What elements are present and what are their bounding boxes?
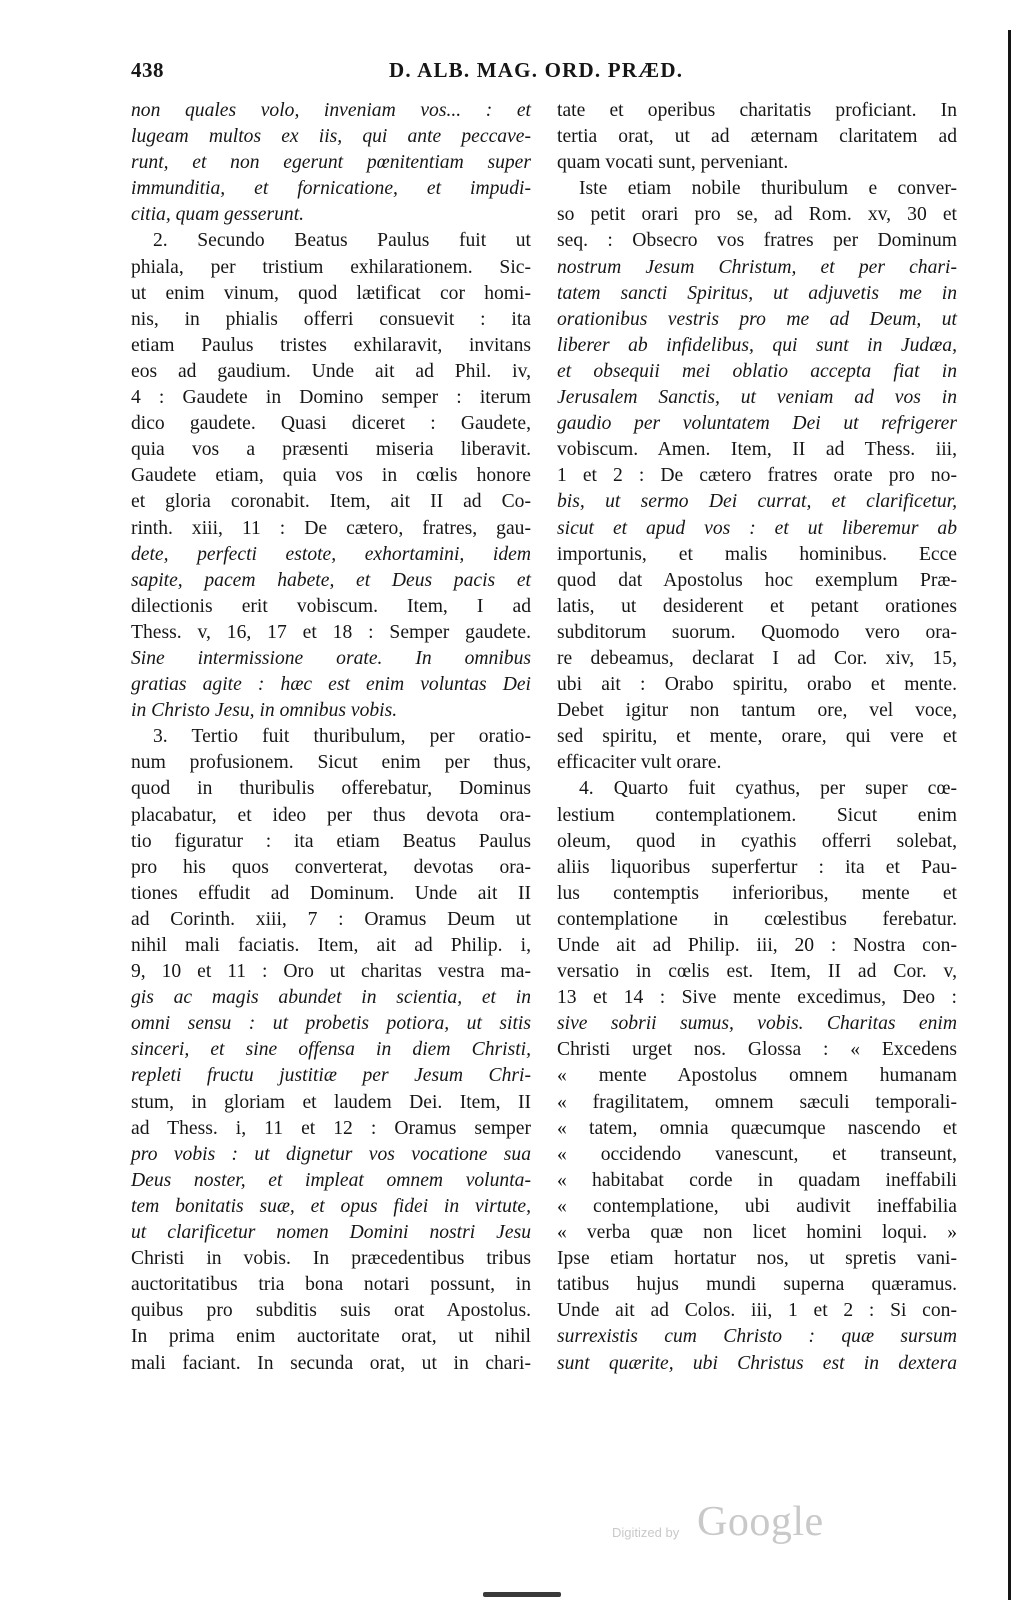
text-line: sive sobrii sumus, vobis. Charitas enim xyxy=(557,1013,957,1035)
text-line: latis, ut desiderent et petant orationes xyxy=(557,595,957,617)
text-line: immunditia, et fornicatione, et impudi- xyxy=(131,178,531,200)
text-line: eos ad gaudium. Unde ait ad Phil. iv, xyxy=(131,360,531,382)
text-line: non quales volo, inveniam vos... : et xyxy=(131,100,531,121)
text-line: so petit orari pro se, ad Rom. xv, 30 et xyxy=(557,204,957,226)
text-line: Christi in vobis. In præcedentibus tribus xyxy=(131,1248,531,1270)
text-line: bis, ut sermo Dei currat, et clarificetur, xyxy=(557,491,957,513)
text-line: lugeam multos ex iis, qui ante peccave- xyxy=(131,126,531,148)
text-line: lestium contemplationem. Sicut enim xyxy=(557,804,957,826)
text-line: « fragilitatem, omnem sæculi temporali- xyxy=(557,1091,957,1113)
text-line: num profusionem. Sicut enim per thus, xyxy=(131,752,531,774)
text-line: 4 : Gaudete in Domino semper : iterum xyxy=(131,387,531,409)
text-line: « habitabat corde in quadam ineffabili xyxy=(557,1169,957,1191)
text-line: pro vobis : ut dignetur vos vocatione sua xyxy=(131,1143,531,1165)
text-line: Christi urget nos. Glossa : « Excedens xyxy=(557,1039,957,1061)
text-line: pro his quos converterat, devotas ora- xyxy=(131,856,531,878)
page-header xyxy=(131,58,959,92)
text-line: dete, perfecti estote, exhortamini, idem xyxy=(131,543,531,565)
text-line: Jerusalem Sanctis, ut veniam ad vos in xyxy=(557,387,957,409)
text-line: aliis liquoribus superfertur : ita et Pau- xyxy=(557,856,957,878)
text-line: ut enim vinum, quod lætificat cor homi- xyxy=(131,282,531,304)
text-line: 3. Tertio fuit thuribulum, per oratio- xyxy=(153,726,531,748)
text-line: quam vocati sunt, perveniant. xyxy=(557,152,789,174)
text-line: contemplatione in cœlestibus ferebatur. xyxy=(557,908,957,930)
text-line: tatibus hujus mundi superna quæramus. xyxy=(557,1274,957,1296)
text-line: sunt quærite, ubi Christus est in dextera xyxy=(557,1352,957,1374)
text-line: dilectionis erit vobiscum. Item, I ad xyxy=(131,595,531,617)
google-logo: Google xyxy=(697,1499,824,1545)
text-line: surrexistis cum Christo : quæ sursum xyxy=(557,1326,957,1348)
watermark-prefix: Digitized by xyxy=(612,1525,680,1540)
digitized-watermark xyxy=(612,1498,842,1548)
text-line: seq. : Obsecro vos fratres per Dominum xyxy=(557,230,957,252)
text-line: dico gaudete. Quasi diceret : Gaudete, xyxy=(131,413,531,435)
text-line: Ipse etiam hortatur nos, ut spretis vani- xyxy=(557,1248,957,1270)
text-line: et obsequii mei oblatio accepta fiat in xyxy=(557,360,957,382)
text-line: versatio in cœlis est. Item, II ad Cor. v, xyxy=(557,961,957,983)
text-line: tiones effudit ad Dominum. Unde ait II xyxy=(131,882,531,904)
text-line: stum, in gloriam et laudem Dei. Item, II xyxy=(131,1091,531,1113)
text-line: sapite, pacem habete, et Deus pacis et xyxy=(131,569,531,591)
text-line: nis, in phialis offerri consuevit : ita xyxy=(131,308,531,330)
text-line: « verba quæ non licet homini loqui. » xyxy=(557,1222,957,1244)
text-line: 2. Secundo Beatus Paulus fuit ut xyxy=(153,230,531,252)
text-line: nihil mali faciatis. Item, ait ad Philip. i, xyxy=(131,935,531,956)
text-line: 1 et 2 : De cætero fratres orate pro no- xyxy=(557,465,957,487)
text-line: mali faciant. In secunda orat, ut in chari- xyxy=(131,1352,531,1374)
text-line: omni sensu : ut probetis potiora, ut sitis xyxy=(131,1013,531,1035)
text-line: re debeamus, declarat I ad Cor. xiv, 15, xyxy=(557,647,957,669)
text-line: etiam Paulus tristes exhilaravit, invitans xyxy=(131,334,531,356)
text-line: In prima enim auctoritate orat, ut nihil xyxy=(131,1326,531,1348)
text-line: liberer ab infidelibus, qui sunt in Judæa, xyxy=(557,334,957,356)
text-line: Iste etiam nobile thuribulum e conver- xyxy=(579,178,957,200)
text-line: orationibus vestris pro me ad Deum, ut xyxy=(557,308,957,330)
text-line: gaudio per voluntatem Dei ut refrigerer xyxy=(557,413,957,435)
text-line: phiala, per tristium exhilarationem. Sic- xyxy=(131,256,531,278)
text-line: placabatur, et ideo per thus devota ora- xyxy=(131,804,531,826)
text-line: in Christo Jesu, in omnibus vobis. xyxy=(131,700,398,722)
text-line: 9, 10 et 11 : Oro ut charitas vestra ma- xyxy=(131,961,531,983)
text-line: tatem sancti Spiritus, ut adjuvetis me in xyxy=(557,282,957,304)
text-line: sed spiritu, et mente, orare, qui vere et xyxy=(557,726,957,748)
scan-mark xyxy=(483,1592,561,1597)
text-line: « occidendo vanescunt, et transeunt, xyxy=(557,1143,957,1165)
text-line: tio figuratur : ita etiam Beatus Paulus xyxy=(131,830,531,852)
running-title: D. ALB. MAG. ORD. PRÆD. xyxy=(389,58,684,82)
text-line: importunis, et malis hominibus. Ecce xyxy=(557,543,957,565)
text-line: tem bonitatis suæ, et opus fidei in virtute, xyxy=(131,1195,531,1217)
text-line: quia vos a præsenti miseria liberavit. xyxy=(131,439,531,461)
text-line: ubi ait : Orabo spiritu, orabo et mente. xyxy=(557,674,957,696)
text-line: 4. Quarto fuit cyathus, per super cœ- xyxy=(579,778,957,800)
text-line: quibus pro subditis suis orat Apostolus. xyxy=(131,1300,531,1322)
text-line: Unde ait ad Colos. iii, 1 et 2 : Si con- xyxy=(557,1300,957,1322)
text-line: nostrum Jesum Christum, et per chari- xyxy=(557,256,957,278)
text-line: Unde ait ad Philip. iii, 20 : Nostra con- xyxy=(557,935,957,956)
text-line: oleum, quod in cyathis offerri solebat, xyxy=(557,830,957,852)
left-column xyxy=(131,98,531,1377)
text-line: gis ac magis abundet in scientia, et in xyxy=(131,987,531,1009)
text-line: lus contemptis inferioribus, mente et xyxy=(557,882,957,904)
text-line: vobiscum. Amen. Item, II ad Thess. iii, xyxy=(557,439,957,461)
text-line: « mente Apostolus omnem humanam xyxy=(557,1065,957,1087)
text-line: tertia orat, ut ad æternam claritatem ad xyxy=(557,126,957,148)
text-line: Deus noster, et impleat omnem volunta- xyxy=(131,1169,531,1191)
right-column xyxy=(557,98,957,1377)
text-line: sinceri, et sine offensa in diem Christi, xyxy=(131,1039,531,1061)
text-line: et gloria coronabit. Item, ait II ad Co- xyxy=(131,491,531,513)
text-line: auctoritatibus tria bona notari possunt, in xyxy=(131,1274,531,1296)
text-line: quod in thuribulis offerebatur, Dominus xyxy=(131,778,531,800)
text-line: Gaudete etiam, quia vos in cœlis honore xyxy=(131,465,531,487)
text-line: sicut et apud vos : et ut liberemur ab xyxy=(557,517,957,539)
text-line: gratias agite : hæc est enim voluntas Dei xyxy=(131,674,531,696)
page-number: 438 xyxy=(131,58,164,82)
text-line: rinth. xiii, 11 : De cætero, fratres, gau- xyxy=(131,517,531,539)
text-line: runt, et non egerunt pœnitentiam super xyxy=(131,152,531,174)
text-line: Thess. v, 16, 17 et 18 : Semper gaudete. xyxy=(131,621,531,643)
text-line: quod dat Apostolus hoc exemplum Præ- xyxy=(557,569,957,591)
text-line: ut clarificetur nomen Domini nostri Jesu xyxy=(131,1222,531,1244)
text-line: efficaciter vult orare. xyxy=(557,752,722,774)
text-line: 13 et 14 : Sive mente excedimus, Deo : xyxy=(557,987,957,1009)
text-line: Sine intermissione orate. In omnibus xyxy=(131,647,531,669)
text-line: citia, quam gesserunt. xyxy=(131,204,305,226)
scan-edge-rule xyxy=(1008,30,1011,1600)
text-line: repleti fructu justitiæ per Jesum Chri- xyxy=(131,1065,531,1087)
text-line: « tatem, omnia quæcumque nascendo et xyxy=(557,1117,957,1139)
text-line: « contemplatione, ubi audivit ineffabilia xyxy=(557,1195,957,1217)
text-line: subditorum suorum. Quomodo vero ora- xyxy=(557,621,957,643)
text-line: tate et operibus charitatis proficiant. In xyxy=(557,100,957,121)
text-line: ad Corinth. xiii, 7 : Oramus Deum ut xyxy=(131,908,531,930)
text-line: Debet igitur non tantum ore, vel voce, xyxy=(557,700,957,722)
text-line: ad Thess. i, 11 et 12 : Oramus semper xyxy=(131,1117,531,1139)
